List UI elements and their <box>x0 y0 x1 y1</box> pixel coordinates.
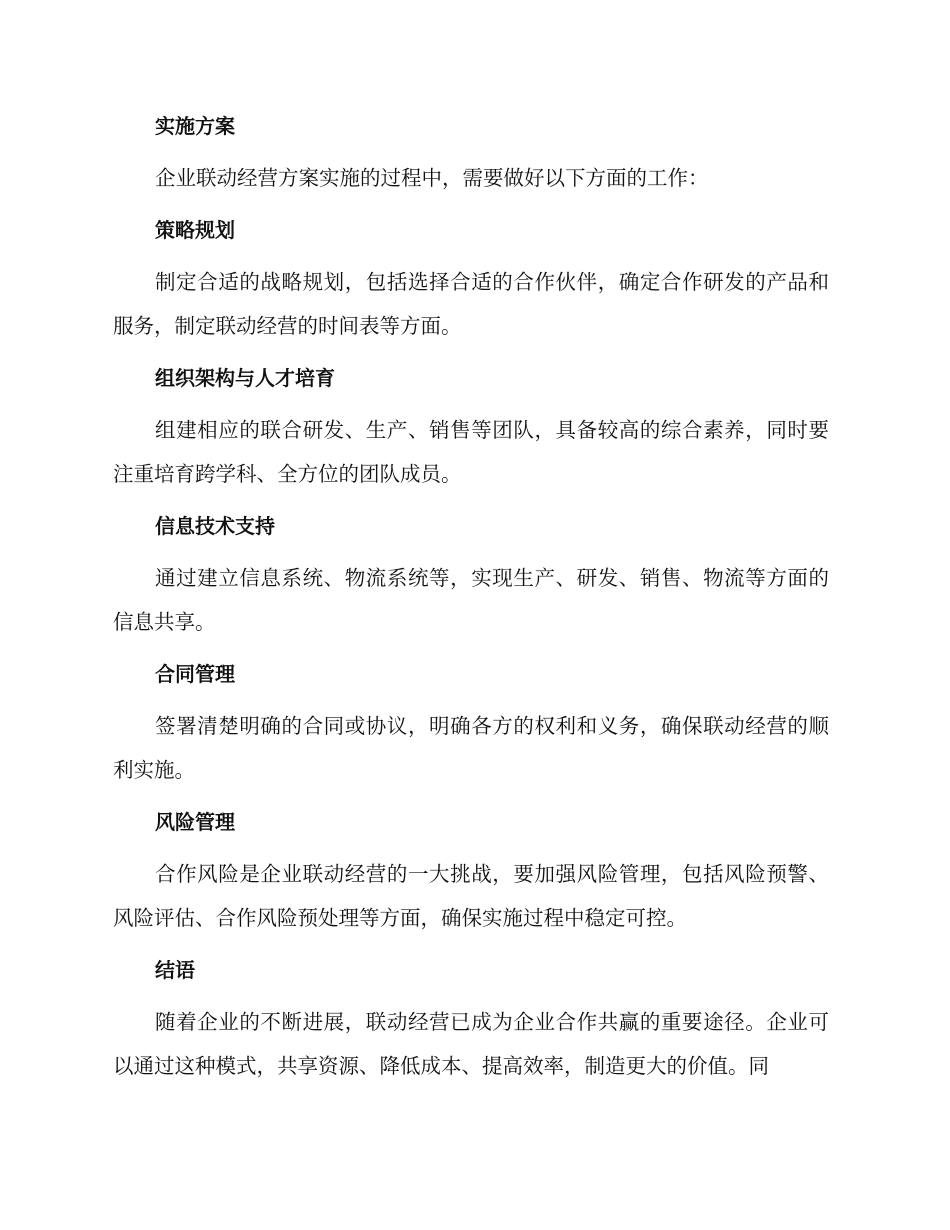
section-paragraph: 签署清楚明确的合同或协议，明确各方的权利和义务，确保联动经营的顺利实施。 <box>113 714 829 782</box>
section-organization-talent <box>113 356 829 496</box>
section-paragraph: 随着企业的不断进展，联动经营已成为企业合作共赢的重要途径。企业可以通过这种模式，共享资源、降低成本、提高效率，制造更大的价值。同 <box>113 1010 829 1078</box>
section-heading: 合同管理 <box>155 662 235 686</box>
section-risk-management <box>113 800 829 940</box>
section-paragraph: 制定合适的战略规划，包括选择合适的合作伙伴，确定合作研发的产品和服务，制定联动经营的时间表等方面。 <box>113 270 829 338</box>
section-heading: 组织架构与人才培育 <box>155 366 335 390</box>
section-contract-management <box>113 652 829 792</box>
section-conclusion <box>113 948 829 1088</box>
section-heading: 策略规划 <box>155 218 235 242</box>
section-paragraph: 组建相应的联合研发、生产、销售等团队，具备较高的综合素养，同时要注重培育跨学科、全方位的团队成员。 <box>113 418 829 486</box>
section-paragraph: 合作风险是企业联动经营的一大挑战，要加强风险管理，包括风险预警、风险评估、合作风险预处理等方面，确保实施过程中稳定可控。 <box>113 862 829 930</box>
section-implementation-plan <box>113 104 829 200</box>
section-it-support <box>113 504 829 644</box>
section-paragraph: 企业联动经营方案实施的过程中，需要做好以下方面的工作： <box>155 166 709 190</box>
section-paragraph: 通过建立信息系统、物流系统等，实现生产、研发、销售、物流等方面的信息共享。 <box>113 566 829 634</box>
section-heading: 信息技术支持 <box>155 514 275 538</box>
section-heading: 实施方案 <box>155 114 235 138</box>
section-strategy-planning <box>113 208 829 348</box>
section-heading: 风险管理 <box>155 810 235 834</box>
section-heading: 结语 <box>155 958 195 982</box>
document-body <box>113 104 829 1096</box>
